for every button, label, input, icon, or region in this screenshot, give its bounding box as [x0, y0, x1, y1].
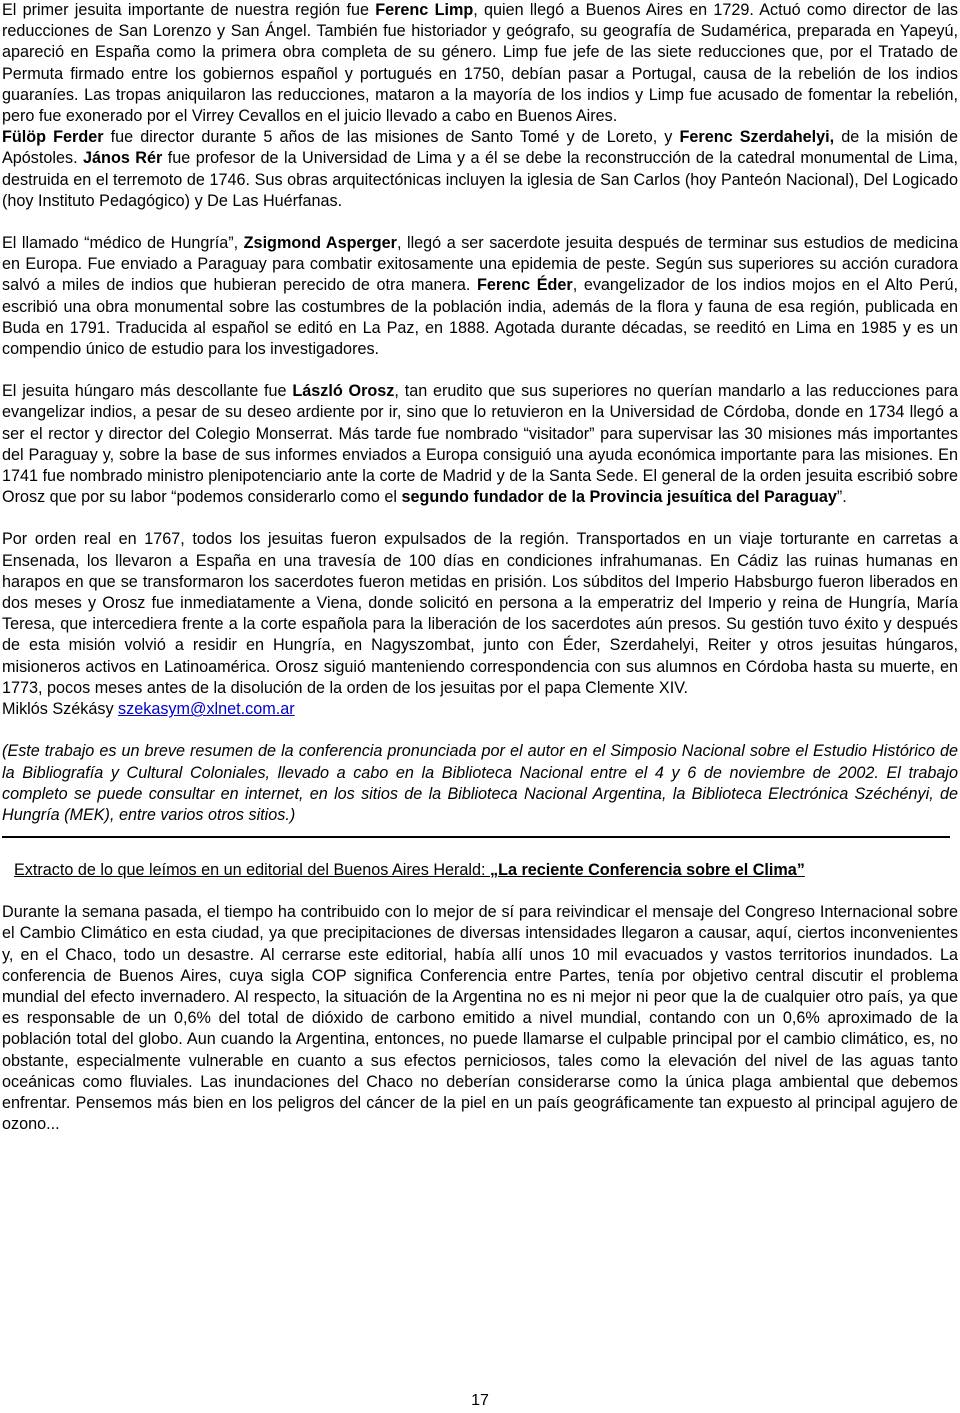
editorial-title: „La reciente Conferencia sobre el Clima”	[490, 861, 805, 880]
name-laszlo-orosz: László Orosz	[292, 382, 395, 401]
name-ferenc-limp: Ferenc Limp	[375, 1, 474, 19]
text-run: El primer jesuita importante de nuestra región fue	[2, 1, 376, 19]
editorial-heading	[14, 860, 958, 881]
text-run: , evangelizador de los indios mojos en el Alto Perú, escribió una obra monumental sobre las costumbres de la población india, además de la flora y fauna de esa región, publicada en Buda en 1791. Traducida al español se editó en La Paz, en 1888. Agotada durante décadas, se reeditó en Lima en 1985 y es un compendio único de estudio para los investigadores.	[2, 276, 958, 359]
text-run: fue profesor de la Universidad de Lima y a él se debe la reconstrucción de la catedral monumental de Lima, destruida en el terremoto de 1746. Sus obras arquitectónicas incluyen la iglesia de San Carlos (hoy Panteón Nacional), Del Logicado (hoy Instituto Pedagógico) y De Las Huérfanas.	[2, 149, 958, 210]
name-janos-rer: János Rér	[83, 149, 163, 168]
editorial-heading-text: Extracto de lo que leímos en un editorial del Buenos Aires Herald:	[14, 861, 491, 880]
text-run: , quien llegó a Buenos Aires en 1729. Actuó como director de las reducciones de San Lorenzo y San Ángel. También fue historiador y geógrafo, su geografía de Sudamérica, preparada en Yapeyú, apareció en España como la primera obra completa de su género. Limp fue jefe de las siete reducciones que, por el Tratado de Permuta firmado entre los gobiernos español y portugués en 1750, debían pasar a Portugal, causa de la rebelión de los indios guaraníes. Las tropas aniquilaron las reducciones, mataron a la mayoría de los indios y Limp fue acusado de fomentar la rebelión, pero fue exonerado por el Virrey Cevallos en el juicio llevado a cabo en Buenos Aires.	[2, 1, 958, 126]
text-run: , tan erudito que sus superiores no querían mandarlo a las reducciones para evangelizar indios, a pesar de su deseo ardiente por ir, sino que lo retuvieron en la Universidad de Córdoba, donde en 1734 llegó a ser el rector y director del Colegio Monserrat. Más tarde fue nombrado “visitador” para supervisar las 30 misiones más importantes del Paraguay y, sobre la base de sus informes enviados a Europa consiguió una ayuda económica importante para las misiones. En 1741 fue nombrado ministro plenipotenciario ante la corte de Madrid y de la Santa Sede. El general de la orden jesuita escribió sobre Orosz que por su labor “podemos considerarlo como el	[2, 382, 959, 507]
text-run: El jesuita húngaro más descollante fue	[2, 382, 293, 401]
author-name: Miklós Székásy	[2, 700, 119, 719]
editorial-body: Durante la semana pasada, el tiempo ha contribuido con lo mejor de sí para reivindicar el mensaje del Congreso Internacional sobre el Cambio Climático en esta ciudad, ya que precipitaciones de diversas intensidades llegaron a causar, aquí, ciertos inconvenientes y, en el Chaco, todo un desastre. Al cerrarse este editorial, había allí unos 10 mil evacuados y vastos territorios inundados. La conferencia de Buenos Aires, cuya sigla COP significa Conferencia entre Partes, tenía por objetivo central discutir el problema mundial del efecto invernadero. Al respecto, la situación de la Argentina no es ni mejor ni peor que la de cualquier otro país, ya que es responsable de un 0,6% del total de dióxido de carbono emitido a nivel mundial, contando con un 0,6% aproximado de la población total del globo. Aun cuando la Argentina, entonces, no puede llamarse el culpable principal por el cambio climático, es, no obstante, especialmente vulnerable en cuanto a sus efectos perniciosos, tales como la elevación del nivel de las aguas tanto oceánicas como fluviales. Las inundaciones del Chaco no deberían considerarse como la única plaga ambiental que debemos enfrentar. Pensemos más bien en los peligros del cáncer de la piel en un país geográficamente tan expuesto al principal agujero de ozono...	[2, 903, 958, 1134]
author-signature	[2, 699, 958, 720]
paragraph-asperger	[2, 233, 958, 360]
paragraph-ferder	[2, 127, 958, 212]
author-email-link[interactable]: szekasym@xlnet.com.ar	[118, 700, 295, 719]
page-number: 17	[471, 1392, 489, 1409]
name-zsigmond-asperger: Zsigmond Asperger	[243, 234, 397, 253]
conference-note: (Este trabajo es un breve resumen de la conferencia pronunciada por el autor en el Simposio Nacional sobre el Estudio Histórico de la Bibliografía y Cultural Coloniales, llevado a cabo en la Biblioteca Nacional entre el 4 y 6 de noviembre de 2002. El trabajo completo se puede consultar en internet, en los sitios de la Biblioteca Nacional Argentina, la Biblioteca Electrónica Széchényi, de Hungría (MEK), entre varios otros sitios.)	[2, 742, 958, 824]
text-run: El llamado “médico de Hungría”,	[2, 234, 244, 253]
text-run: ”.	[836, 488, 847, 507]
text-run: , llegó a ser sacerdote jesuita después de terminar sus estudios de medicina en Europa. Fue enviado a Paraguay para combatir exitosamente una epidemia de peste. Según sus superiores su acción curadora salvó a miles de indios que hubieran perecido de otra manera.	[2, 234, 958, 295]
paragraph-orosz	[2, 381, 958, 508]
name-ferenc-eder: Ferenc Éder	[477, 276, 573, 295]
paragraph-expulsion: Por orden real en 1767, todos los jesuitas fueron expulsados de la región. Transportados en un viaje torturante en carretas a Ensenada, los llevaron a España en una travesía de 100 días en condiciones infrahumanas. En Cádiz las ruinas humanas en harapos en que se transformaron los sacerdotes fueron metidas en prisión. Los súbditos del Imperio Habsburgo fueron liberados en dos meses y Orosz fue inmediatamente a Viena, donde solicitó en persona a la emperatriz del Imperio y reina de Hungría, María Teresa, que intercediera frente a la corte española para la liberación de los sacerdotes aún presos. Su gestión tuvo éxito y después de esta misión volvió a residir en Hungría, en Nagyszombat, junto con Éder, Szerdahelyi, Reiter y otros jesuitas húngaros, misioneros activos en Latinoamérica. Orosz siguió manteniendo correspondencia con sus alumnos en Córdoba hasta su muerte, en 1773, pocos meses antes de la disolución de la orden de los jesuitas por el papa Clemente XIV.	[2, 530, 958, 697]
text-run: fue director durante 5 años de las misiones de Santo Tomé y de Loreto, y	[103, 128, 680, 147]
document-page	[2, 0, 958, 1135]
paragraph-limp	[2, 0, 958, 127]
text-run: de la misión de Apóstoles.	[2, 128, 958, 168]
section-divider	[2, 836, 950, 838]
name-ferenc-szerdahelyi: Ferenc Szerdahelyi,	[679, 128, 835, 147]
quote-segundo-fundador: segundo fundador de la Provincia jesuítica del Paraguay	[401, 488, 837, 507]
name-fulop-ferder: Fülöp Ferder	[2, 128, 104, 147]
